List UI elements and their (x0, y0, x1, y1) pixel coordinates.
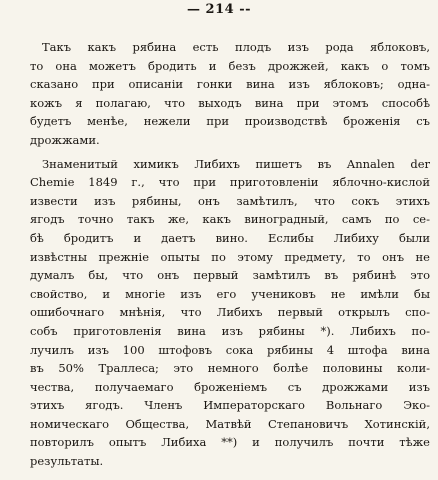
text-line: ошибочнаго мнѣнія, что Либихъ первый открылъ спо- (30, 305, 430, 320)
text-line: свойство, и многіе изъ его учениковъ не имѣли бы (30, 286, 430, 301)
page-body (30, 38, 430, 471)
text-line: то она можетъ бродить и безъ дрожжей, какъ о томъ (30, 58, 430, 73)
text-line: чества, получаемаго броженіемъ съ дрожжами изъ (30, 379, 430, 394)
text-line: думалъ бы, что онъ первый замѣтилъ въ рябинѣ это (30, 268, 430, 283)
text-line: повторилъ опытъ Либиха **) и получилъ почти тѣже (30, 435, 430, 450)
paragraph-2 (30, 155, 430, 471)
text-line: Chemie 1849 г., что при приготовленіи яблочно-кислой (30, 175, 430, 190)
text-line: этихъ ягодъ. Членъ Императорскаго Вольнаго Эко- (30, 398, 430, 413)
text-line: бѣ бродитъ и даетъ вино. Еслибы Либиху были (30, 230, 430, 245)
text-line: сказано при описаніи гонки вина изъ яблоковъ; одна- (30, 77, 430, 92)
text-line: Знаменитый химикъ Либихъ пишетъ въ Annalen der (42, 156, 430, 171)
text-line: Такъ какъ рябина есть плодъ изъ рода яблоковъ, (42, 40, 430, 54)
text-line: извѣстны прежніе опыты по этому предмету, то онъ не (30, 249, 430, 264)
text-line: будетъ менѣе, нежели при производствѣ броженія съ (30, 114, 430, 129)
text-line: въ 50% Траллеса; это немного болѣе половины коли- (30, 361, 430, 376)
text-line: дрожжами. (30, 132, 100, 147)
text-line: ягодъ точно такъ же, какъ виноградный, самъ по се- (30, 212, 430, 227)
text-line: результаты. (30, 454, 104, 469)
text-line: извести изъ рябины, онъ замѣтилъ, что сокъ этихъ (30, 193, 430, 208)
paragraph-1 (30, 38, 430, 150)
text-line: номическаго Общества, Матвѣй Степановичъ Хотинскій, (30, 416, 430, 431)
text-line: лучилъ изъ 100 штофовъ сока рябины 4 штофа вина (30, 342, 430, 357)
text-line: собъ приготовленія вина изъ рябины *). Либихъ по- (30, 323, 430, 338)
page-number: — 214 -- (187, 2, 251, 17)
text-line: кожъ я полагаю, что выходъ вина при этомъ способѣ (30, 95, 430, 110)
